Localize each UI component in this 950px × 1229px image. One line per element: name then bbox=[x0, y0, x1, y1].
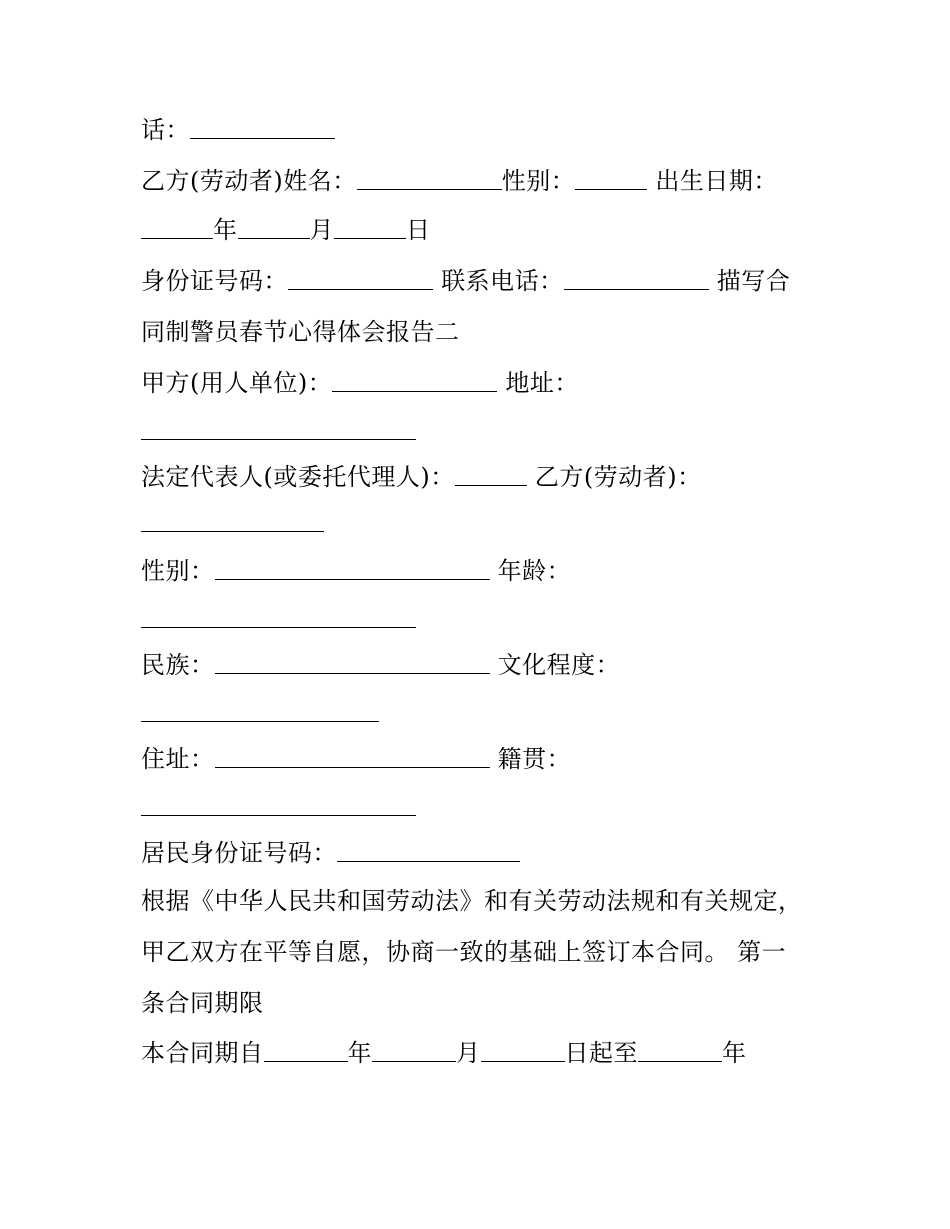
blank-birth-year bbox=[141, 214, 213, 239]
line-section-title bbox=[141, 314, 821, 350]
label-address: 地址： bbox=[497, 369, 579, 397]
label-education: 文化程度： bbox=[489, 651, 621, 679]
line-contract-period bbox=[141, 1035, 821, 1071]
paragraph-text-1: 根据《中华人民共和国劳动法》和有关劳动法规和有关规定， bbox=[141, 887, 803, 915]
blank-ethnicity bbox=[215, 649, 490, 674]
line-address-blank bbox=[141, 413, 821, 449]
line-article-title bbox=[141, 985, 821, 1021]
blank-start-day bbox=[481, 1037, 565, 1062]
blank-birth-month bbox=[238, 214, 310, 239]
line-education-blank bbox=[141, 695, 821, 731]
blank-party-b-name bbox=[357, 165, 502, 190]
label-native-place: 籍贯： bbox=[489, 745, 572, 773]
line-paragraph-2 bbox=[141, 934, 821, 970]
blank-native-place bbox=[141, 791, 416, 816]
label-year: 年 bbox=[213, 216, 238, 244]
line-birth-date-fields bbox=[141, 212, 821, 248]
label-period-from: 本合同期自 bbox=[141, 1039, 264, 1067]
label-resident-id: 居民身份证号码： bbox=[141, 839, 337, 867]
blank-age bbox=[141, 603, 416, 628]
blank-start-year bbox=[264, 1037, 348, 1062]
blank-id-number bbox=[288, 265, 433, 290]
line-party-b-blank bbox=[141, 505, 821, 541]
line-legal-representative bbox=[141, 459, 821, 495]
blank-gender bbox=[575, 165, 647, 190]
line-phone-continued bbox=[141, 112, 821, 148]
blank-education bbox=[141, 697, 379, 722]
line-gender-age bbox=[141, 553, 821, 589]
label-residence: 住址： bbox=[141, 745, 215, 773]
label-party-b-worker: 乙方(劳动者)： bbox=[526, 463, 702, 491]
label-start-year: 年 bbox=[347, 1039, 372, 1067]
section-title: 同制警员春节心得体会报告二 bbox=[141, 318, 460, 346]
label-party-a: 甲方(用人单位)： bbox=[141, 369, 333, 397]
blank-legal-representative bbox=[455, 461, 527, 486]
line-native-place-blank bbox=[141, 789, 821, 825]
label-id-number: 身份证号码： bbox=[141, 267, 288, 295]
blank-start-month bbox=[372, 1037, 456, 1062]
label-contact-phone: 联系电话： bbox=[433, 267, 564, 295]
blank-phone bbox=[190, 114, 335, 139]
label-start-day-to: 日起至 bbox=[564, 1039, 638, 1067]
line-ethnicity-education bbox=[141, 647, 821, 683]
blank-party-b-worker bbox=[141, 507, 324, 532]
label-month: 月 bbox=[309, 216, 334, 244]
blank-residence bbox=[215, 743, 490, 768]
blank-contact-phone bbox=[564, 265, 709, 290]
label-describe-contract: 描写合 bbox=[708, 267, 791, 295]
line-id-and-phone bbox=[141, 263, 821, 299]
label-legal-representative: 法定代表人(或委托代理人)： bbox=[141, 463, 455, 491]
label-birth-date: 出生日期： bbox=[647, 167, 778, 195]
line-age-blank bbox=[141, 601, 821, 637]
blank-address bbox=[141, 415, 416, 440]
line-party-b-name bbox=[141, 163, 821, 199]
label-end-year: 年 bbox=[722, 1039, 747, 1067]
blank-resident-id bbox=[337, 837, 520, 862]
blank-birth-day bbox=[334, 214, 406, 239]
line-paragraph-1 bbox=[141, 883, 821, 919]
label-gender-2: 性别： bbox=[141, 557, 215, 585]
label-age: 年龄： bbox=[489, 557, 572, 585]
paragraph-text-2: 甲乙双方在平等自愿，协商一致的基础上签订本合同。 第一 bbox=[141, 938, 787, 966]
blank-gender-2 bbox=[215, 555, 490, 580]
line-party-a bbox=[141, 365, 821, 401]
blank-party-a bbox=[332, 367, 497, 392]
label-ethnicity: 民族： bbox=[141, 651, 215, 679]
label-phone-tail: 话： bbox=[141, 116, 190, 144]
label-start-month: 月 bbox=[456, 1039, 481, 1067]
article-title: 条合同期限 bbox=[141, 989, 264, 1017]
line-residence-origin bbox=[141, 741, 821, 777]
line-resident-id bbox=[141, 835, 821, 871]
label-gender: 性别： bbox=[501, 167, 576, 195]
blank-end-year bbox=[638, 1037, 722, 1062]
label-party-b-name: 乙方(劳动者)姓名： bbox=[141, 167, 357, 195]
label-day: 日 bbox=[406, 216, 431, 244]
